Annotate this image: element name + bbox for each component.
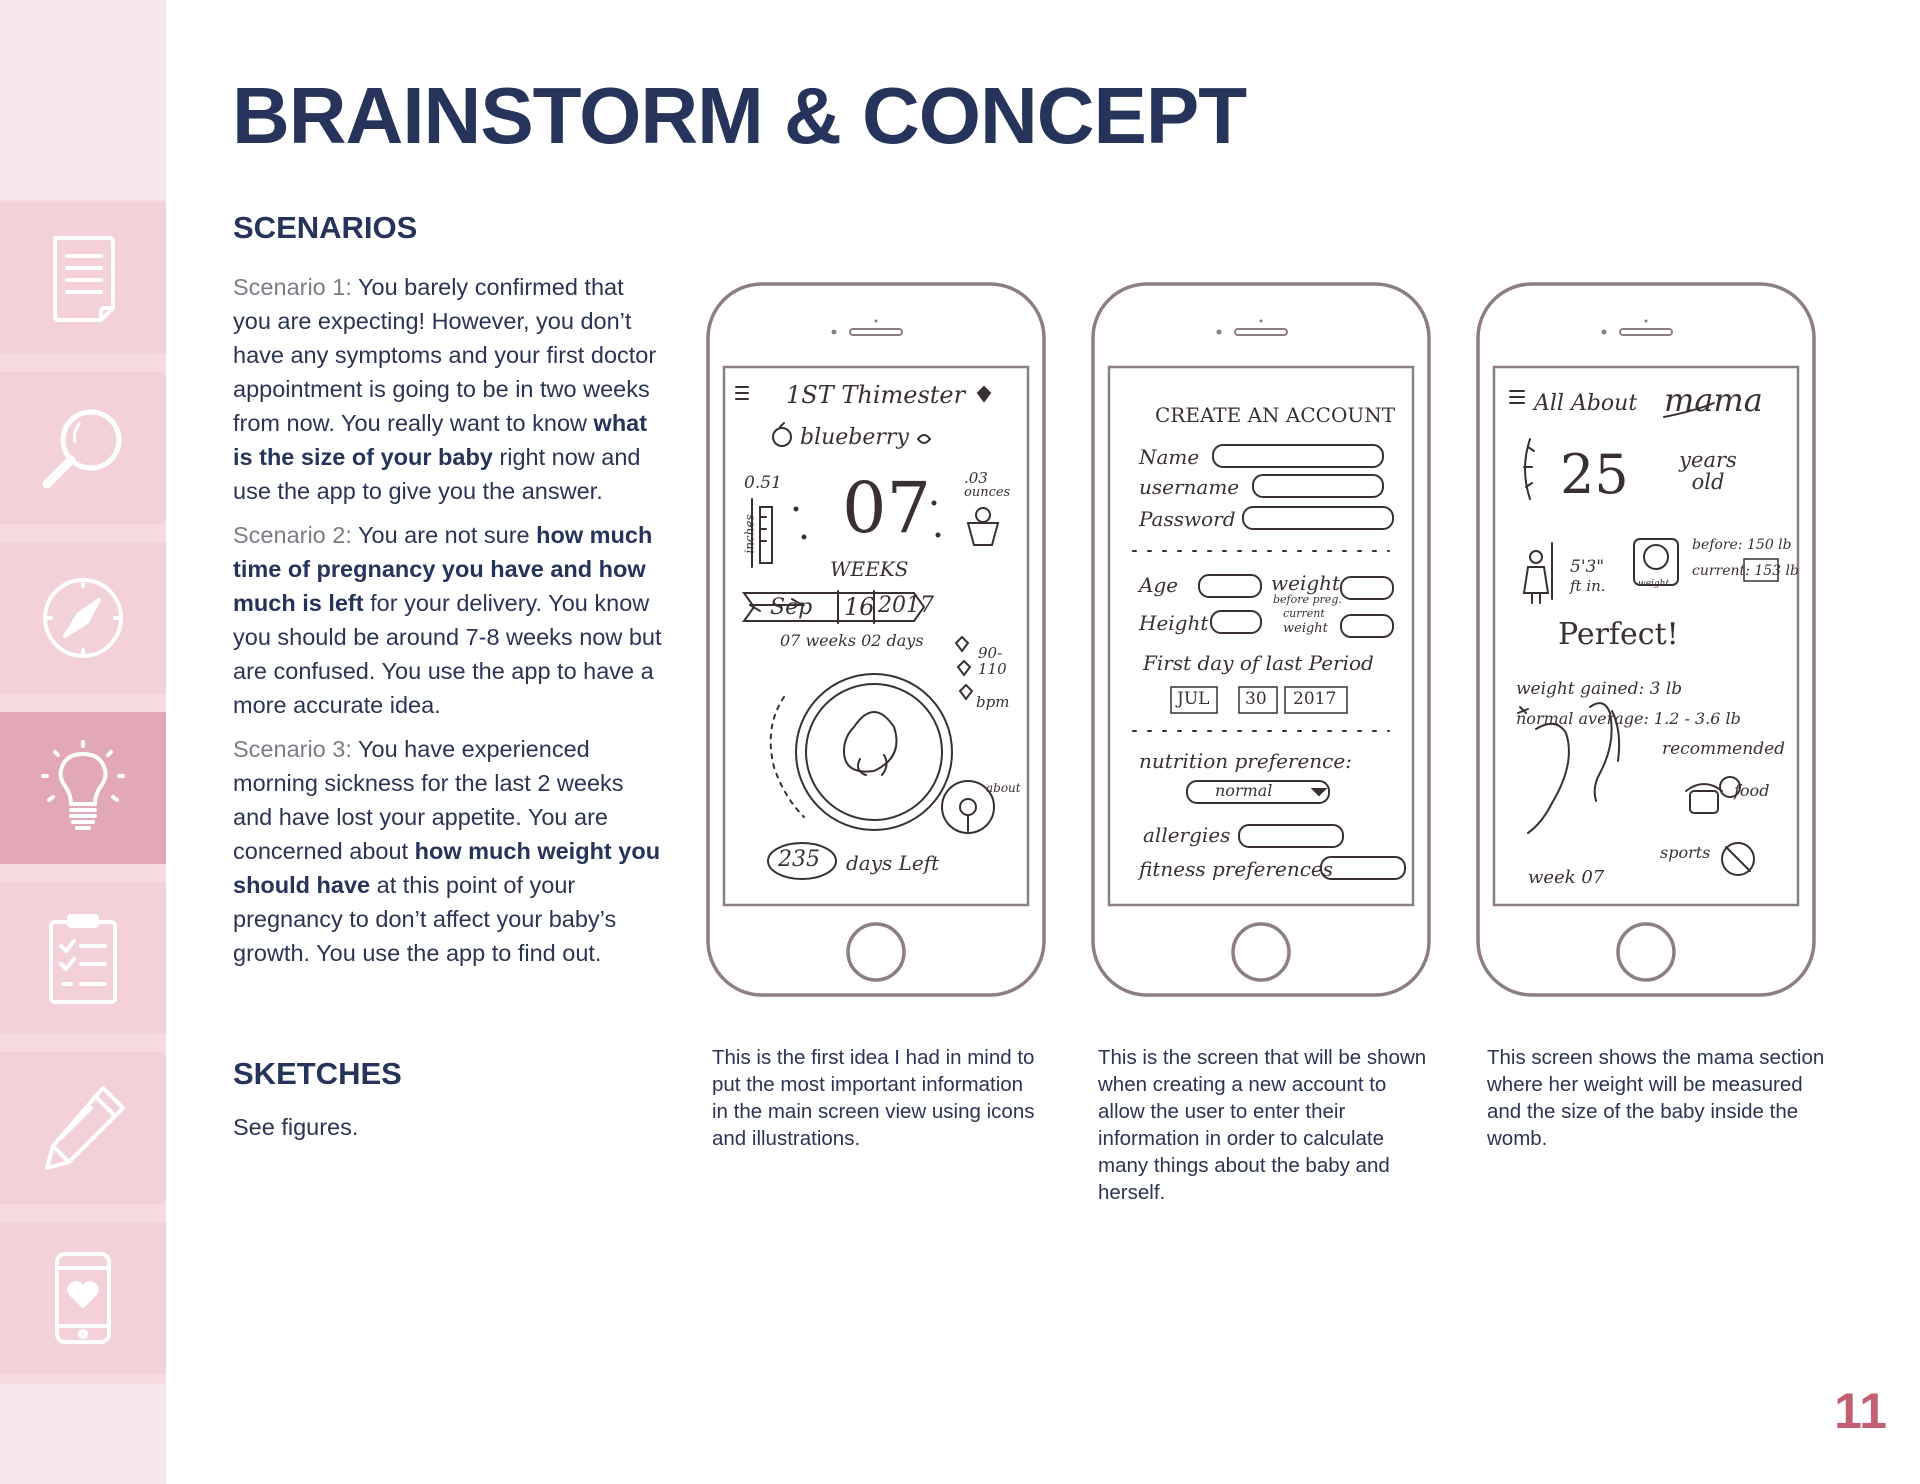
sidebar-item-concept[interactable] xyxy=(0,712,166,864)
days-left-label: days Left xyxy=(846,851,940,875)
scenario-2: Scenario 2: You are not sure how much time of pregnancy you have and how much is left for your delivery. You know you should be around 7-8 weeks now but are confused. You use the app to have a more accurate idea. xyxy=(233,522,662,718)
current-label: current xyxy=(1283,607,1325,620)
checklist-icon xyxy=(33,908,133,1008)
weight-gained: weight gained: 3 lb xyxy=(1516,679,1683,699)
fitness-label: fitness preferences xyxy=(1139,857,1333,881)
about-label: about xyxy=(986,781,1021,795)
first-day-label: First day of last Period xyxy=(1143,651,1374,675)
pencil-icon xyxy=(33,1078,133,1178)
magnifier-icon xyxy=(33,398,133,498)
scenario-1: Scenario 1: You barely confirmed that you are expecting! However, you don’t have any symptoms and your first doctor appointment is going to be in two weeks from now. You really want to know what is the size of your baby right now and use the app to give you the answer. xyxy=(233,274,657,504)
ounces-value: .03 xyxy=(964,469,988,487)
sidebar-top-band xyxy=(0,0,166,200)
period-year: 2017 xyxy=(1293,689,1337,709)
date-year: 2017 xyxy=(878,593,934,618)
phone-screen xyxy=(1109,367,1413,905)
date-month: Sep xyxy=(770,595,813,620)
sketches-note: See figures. xyxy=(233,1114,359,1140)
page-title: BRAINSTORM & CONCEPT xyxy=(232,71,1247,160)
age-label: Age xyxy=(1139,573,1179,597)
phone-screen xyxy=(1494,367,1798,905)
phone-screen xyxy=(724,367,1028,905)
create-account-title: CREATE AN ACCOUNT xyxy=(1155,403,1396,427)
sidebar-item-prototype[interactable] xyxy=(0,1222,166,1374)
inches-label: inches xyxy=(742,514,757,554)
phone-2-caption: This is the screen that will be shown when creating a new account to allow the user to enter their information in order to calculate many things about the baby and herself. xyxy=(1098,1046,1427,1204)
ounces-label: ounces xyxy=(964,485,1011,500)
scale-weight-label: weight xyxy=(1638,579,1670,589)
phone-sketch-create-account xyxy=(1091,282,1431,997)
bpm-range: 90-110 xyxy=(978,644,1007,678)
age-label: years old xyxy=(1679,448,1737,494)
weeks-label: WEEKS xyxy=(830,557,909,581)
scenario-3: Scenario 3: You have experienced morning sickness for the last 2 weeks and have lost your appetite. You are concerned about how much weight you should have at this point of your pregnancy to don’t affect your baby’s growth. You use the app to find out. xyxy=(233,736,661,966)
sidebar-bottom-band xyxy=(0,1384,166,1484)
date-day: 16 xyxy=(844,593,875,621)
before-preg-label: before preg. xyxy=(1273,593,1342,606)
elapsed-time: 07 weeks 02 days xyxy=(780,631,924,650)
name-label: Name xyxy=(1139,445,1200,469)
sidebar-item-tasks[interactable] xyxy=(0,882,166,1034)
sidebar-item-strategy[interactable] xyxy=(0,542,166,694)
scenarios-heading: SCENARIOS xyxy=(233,210,418,245)
current-weight-label: weight xyxy=(1283,621,1328,636)
normal-average: normal average: 1.2 - 3.6 lb xyxy=(1516,709,1741,728)
password-label: Password xyxy=(1139,507,1236,531)
document-icon xyxy=(33,228,133,328)
week-label: week 07 xyxy=(1528,867,1605,888)
weeks-number: 07 xyxy=(842,467,932,549)
sketches-heading: SKETCHES xyxy=(233,1056,402,1091)
days-left-number: 235 xyxy=(778,847,820,872)
weight-current: current: 153 lb xyxy=(1692,563,1799,579)
sidebar-nav xyxy=(0,0,166,1484)
fruit-size: blueberry xyxy=(800,425,909,450)
recommended-label: recommended xyxy=(1662,739,1786,759)
sidebar-item-sketches[interactable] xyxy=(0,1052,166,1204)
phone-heart-icon xyxy=(33,1248,133,1348)
weight-before: before: 150 lb xyxy=(1692,537,1792,553)
period-month: JUL xyxy=(1177,689,1210,709)
phone-sketch-mama xyxy=(1476,282,1816,997)
food-label: food xyxy=(1734,781,1770,800)
height-label: Height xyxy=(1139,611,1209,635)
phone-sketch-home xyxy=(706,282,1046,997)
inches-value: 0.51 xyxy=(744,473,782,493)
height-value: 5'3" xyxy=(1570,557,1605,577)
page-number: 11 xyxy=(1834,1383,1887,1439)
all-about-title: All About xyxy=(1534,391,1638,416)
sidebar-item-document[interactable] xyxy=(0,202,166,354)
weight-status: Perfect! xyxy=(1558,617,1679,652)
sports-label: sports xyxy=(1660,843,1711,862)
phone-3-caption: This screen shows the mama section where her weight will be measured and the size of the baby inside the womb. xyxy=(1487,1046,1825,1150)
height-units: ft in. xyxy=(1570,577,1606,595)
phone-1-caption: This is the first idea I had in mind to put the most important information in the main screen view using icons and illustrations. xyxy=(712,1046,1035,1150)
scenarios-list xyxy=(233,270,663,980)
nutrition-select: normal xyxy=(1215,781,1273,800)
mama-script-title: mama xyxy=(1664,381,1763,419)
age-number: 25 xyxy=(1560,443,1629,506)
weight-label: weight xyxy=(1271,571,1341,595)
trimester-title: 1ST Thimester xyxy=(786,381,966,409)
lightbulb-icon xyxy=(33,738,133,838)
nutrition-label: nutrition preference: xyxy=(1139,749,1352,773)
compass-icon xyxy=(33,568,133,668)
username-label: username xyxy=(1139,475,1240,499)
period-day: 30 xyxy=(1245,689,1267,709)
sidebar-item-research[interactable] xyxy=(0,372,166,524)
bpm-label: bpm xyxy=(976,693,1010,711)
allergies-label: allergies xyxy=(1143,823,1231,847)
